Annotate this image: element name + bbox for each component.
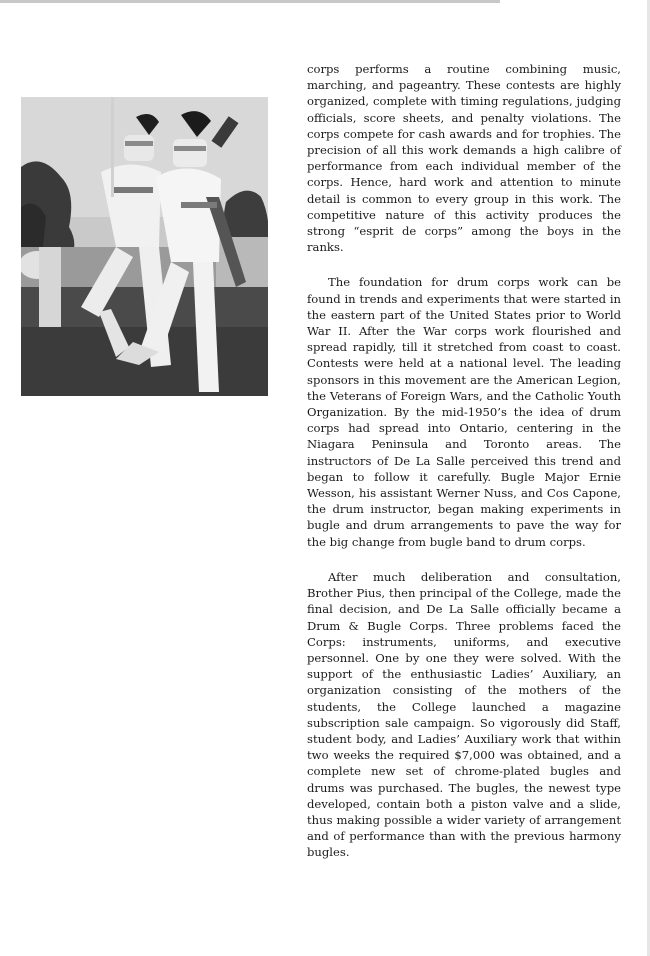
- top-rule: [0, 0, 500, 3]
- paragraph-3: After much deliberation and consultation, Brother Pius, then principal of the College, made the final decision, and De La Salle officially became a Drum & Bugle Corps. Three problems faced the Corps: instruments, uniforms, and executive personnel. One by one they were solved. With the support of the enthusiastic Ladies’ Auxiliary, an organization consisting of the mothers of the students, the College launched a magazine subscription sale campaign. So vigorously did Staff, student body, and Ladies’ Auxiliary work that within two weeks the required $7,000 was obtained, and a complete new set of chrome-plated bugles and drums was purchased. The bugles, the newest type developed, contain both a piston valve and a slide, thus making possible a wider variety of arrangement and of performance than with the previous harmony bugles.: [307, 569, 621, 860]
- body-text-column: [307, 61, 621, 880]
- paragraph-1: corps performs a routine combining music, marching, and pageantry. These contests are highly organized, complete with timing regulations, judging officials, score sheets, and penalty violations. The corps compete for cash awards and for trophies. The precision of all this work demands a high calibre of performance from each individual member of the corps. Hence, hard work and attention to minute detail is common to every group in this work. The competitive nature of this activity produces the strong “esprit de corps” among the boys in the ranks.: [307, 62, 621, 255]
- paragraph-2: The foundation for drum corps work can be found in trends and experiments that were started in the eastern part of the United States prior to World War II. After the War corps work flourished and spread rapidly, till it stretched from coast to coast. Contests were held at a national level. The leading sponsors in this movement are the American Legion, the Veterans of Foreign Wars, and the Catholic Youth Organization. By the mid-1950’s the idea of drum corps had spread into Ontario, centering in the Niagara Peninsula and Toronto areas. The instructors of De La Salle perceived this trend and began to follow it carefully. Bugle Major Ernie Wesson, his assistant Werner Nuss, and Cos Capone, the drum instructor, began making experiments in bugle and drum arrangements to pave the way for the big change from bugle band to drum corps.: [307, 275, 621, 549]
- drum-corps-photo: [21, 97, 268, 396]
